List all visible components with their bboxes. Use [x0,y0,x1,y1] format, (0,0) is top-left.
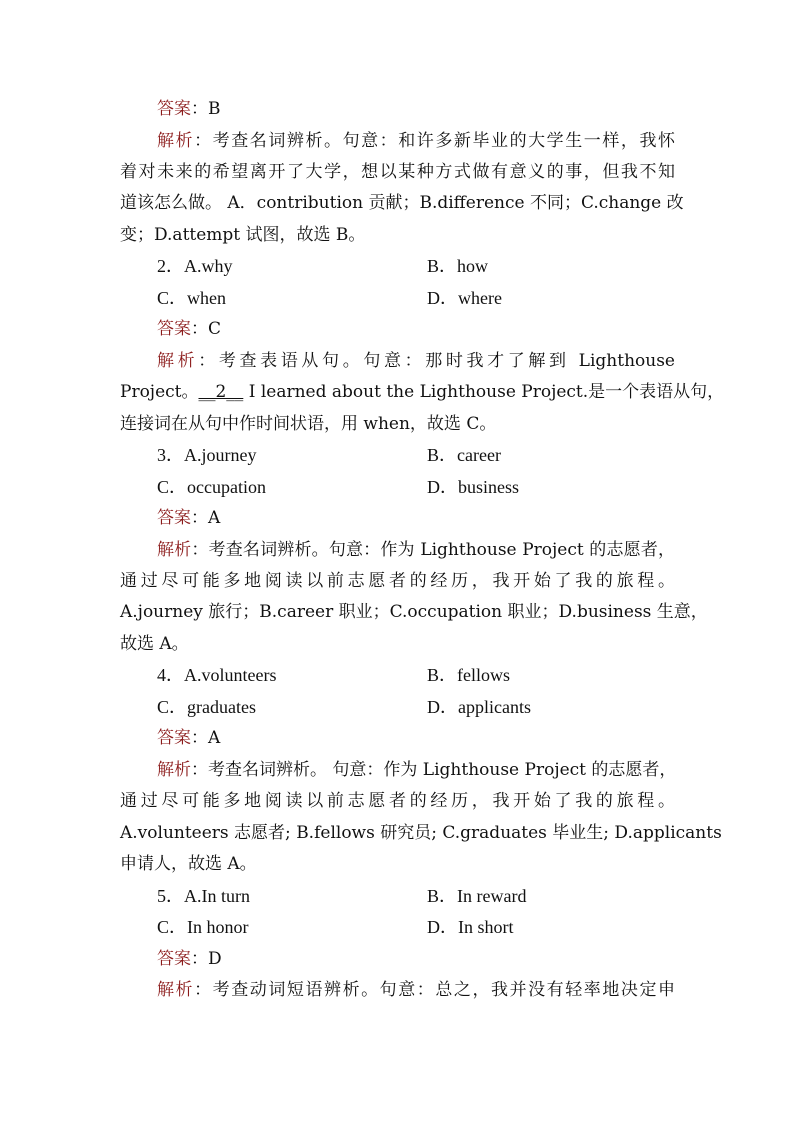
analysis-line: 道该怎么做。 A．contribution 贡献；B.difference 不同；C.change 改 [120,193,684,213]
answer-label: 答案 [157,99,191,119]
option-b: B．In reward [427,886,527,906]
answer-label: 答案 [157,949,191,969]
analysis-line: A.volunteers 志愿者; B.fellows 研究员; C.graduates 毕业生; D.applicants [120,823,722,843]
analysis-line [157,348,675,374]
answer-value: ：D [191,949,222,969]
analysis-line [157,757,675,783]
analysis-text: ：考查名词辨析。 句意：作为 Lighthouse Project 的志愿者， [191,760,677,780]
analysis-line: 通过尽可能多地阅读以前志愿者的经历，我开始了我的旅程。 [120,571,675,591]
option-a: 4．A.volunteers [157,665,277,685]
analysis-text: Project。 [120,382,199,402]
option-c: C．when [157,288,226,308]
option-c: C．occupation [157,477,266,497]
analysis-text: ：考查表语从句。句意：那时我才了解到 Lighthouse [198,351,675,371]
option-b: B．career [427,445,501,465]
analysis-text: ：考查名词辨析。句意：和许多新毕业的大学生一样，我怀 [194,131,676,151]
option-c: C．graduates [157,697,256,717]
analysis-line: 申请人，故选 A。 [120,854,257,874]
analysis-text: ：考查动词短语辨析。句意：总之，我并没有轻率地决定申 [194,980,676,1000]
analysis-label: 解析 [157,980,195,1000]
answer-label: 答案 [157,728,191,748]
answer-value: ：B [191,99,221,119]
analysis-line: 通过尽可能多地阅读以前志愿者的经历，我开始了我的旅程。 [120,791,675,811]
analysis-label: 解析 [157,131,195,151]
analysis-label: 解析 [157,351,199,371]
answer-value: ：A [191,508,221,528]
answer-label: 答案 [157,508,191,528]
option-d: D．applicants [427,697,531,717]
option-a: 3．A.journey [157,445,257,465]
option-a: 2．A.why [157,256,233,276]
option-d: D．business [427,477,520,497]
analysis-line [157,977,675,1003]
blank-marker: __2__ [198,382,244,402]
analysis-line: 连接词在从句中作时间状语，用 when，故选 C。 [120,414,497,434]
answer-line-q5 [157,946,675,972]
analysis-text: ：考查名词辨析。句意：作为 Lighthouse Project 的志愿者， [191,540,675,560]
option-d: D．where [427,288,502,308]
analysis-line: 变；D.attempt 试图，故选 B。 [120,225,366,245]
answer-line-q2 [157,316,675,342]
analysis-label: 解析 [157,540,192,560]
analysis-line [157,128,675,154]
answer-value: ：A [191,728,221,748]
analysis-line: 故选 A。 [120,634,189,654]
option-b: B．how [427,256,489,276]
analysis-line: 着对未来的希望离开了大学，想以某种方式做有意义的事，但我不知 [120,162,675,182]
answer-line-q3 [157,505,675,531]
option-a: 5．A.In turn [157,886,250,906]
option-d: D．In short [427,917,514,937]
answer-value: ：C [191,319,222,339]
answer-line-q4 [157,725,675,751]
analysis-line: A.journey 旅行；B.career 职业；C.occupation 职业；D.business 生意， [120,602,708,622]
analysis-line [120,379,725,405]
analysis-label: 解析 [157,760,191,780]
option-b: B．fellows [427,665,510,685]
analysis-line [157,537,675,563]
answer-label: 答案 [157,319,191,339]
option-c: C．In honor [157,917,249,937]
analysis-text: I learned about the Lighthouse Project.是一个表语从句， [248,382,725,402]
answer-line-q1 [157,96,675,122]
